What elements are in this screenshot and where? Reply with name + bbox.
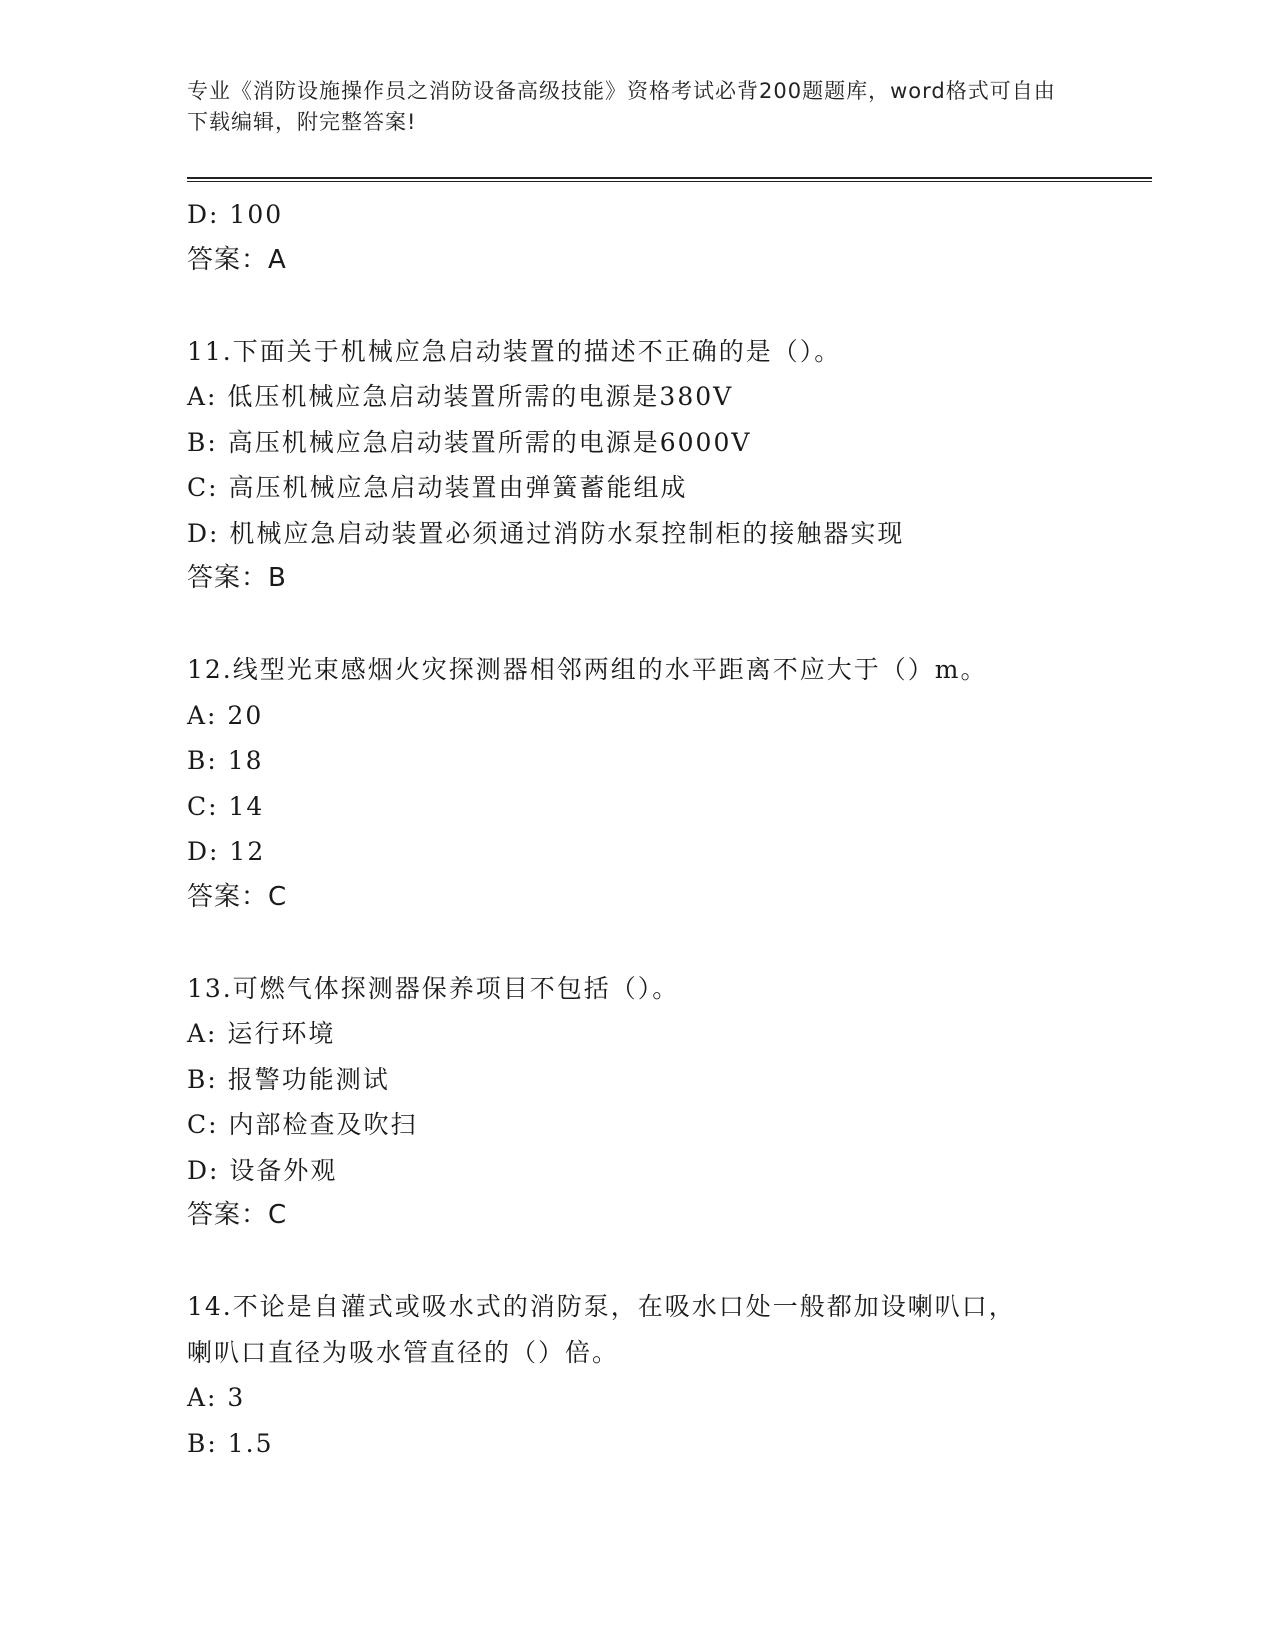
spacer — [187, 920, 1152, 966]
option-c: C: 内部检查及吹扫 — [187, 1110, 418, 1139]
question-stem: 13.可燃气体探测器保养项目不包括（）。 — [187, 973, 680, 1003]
spacer — [187, 602, 1152, 648]
option-d: D: 100 — [187, 200, 284, 229]
answer-line: 答案：B — [187, 563, 287, 593]
option-c: C: 高压机械应急启动装置由弹簧蓄能组成 — [187, 473, 688, 502]
option-d: D: 设备外观 — [187, 1155, 338, 1185]
spacer — [187, 1239, 1152, 1285]
question-list — [187, 192, 1152, 1466]
answer-line: 答案：C — [187, 881, 288, 912]
option-d: D: 机械应急启动装置必须通过消防水泵控制柜的接触器实现 — [187, 518, 905, 548]
header-divider — [187, 177, 1152, 182]
option-a: A: 低压机械应急启动装置所需的电源是380V — [187, 382, 734, 411]
option-d: D: 12 — [187, 837, 266, 866]
option-a: A: 3 — [187, 1383, 246, 1412]
option-b: B: 报警功能测试 — [187, 1064, 390, 1094]
question-stem-continued: 喇叭口直径为吸水管直径的（）倍。 — [187, 1337, 620, 1367]
option-b: B: 1.5 — [187, 1428, 274, 1458]
document-header: 专业《消防设施操作员之消防设备高级技能》资格考试必背200题题库，word格式可自由下载编辑，附完整答案! — [187, 79, 1056, 134]
question-stem: 11.下面关于机械应急启动装置的描述不正确的是（）。 — [187, 336, 842, 366]
option-a: A: 运行环境 — [187, 1019, 336, 1048]
question-stem: 14.不论是自灌式或吸水式的消防泵，在吸水口处一般都加设喇叭口， — [187, 1292, 1016, 1321]
document-page — [187, 0, 1152, 1650]
option-c: C: 14 — [187, 791, 265, 821]
answer-line: 答案：C — [187, 1200, 288, 1230]
spacer — [187, 283, 1152, 329]
option-a: A: 20 — [187, 700, 264, 730]
answer-line: 答案：A — [187, 244, 287, 275]
option-b: B: 高压机械应急启动装置所需的电源是6000V — [187, 427, 752, 457]
question-stem: 12.线型光束感烟火灾探测器相邻两组的水平距离不应大于（）m。 — [187, 655, 988, 684]
option-b: B: 18 — [187, 746, 264, 775]
